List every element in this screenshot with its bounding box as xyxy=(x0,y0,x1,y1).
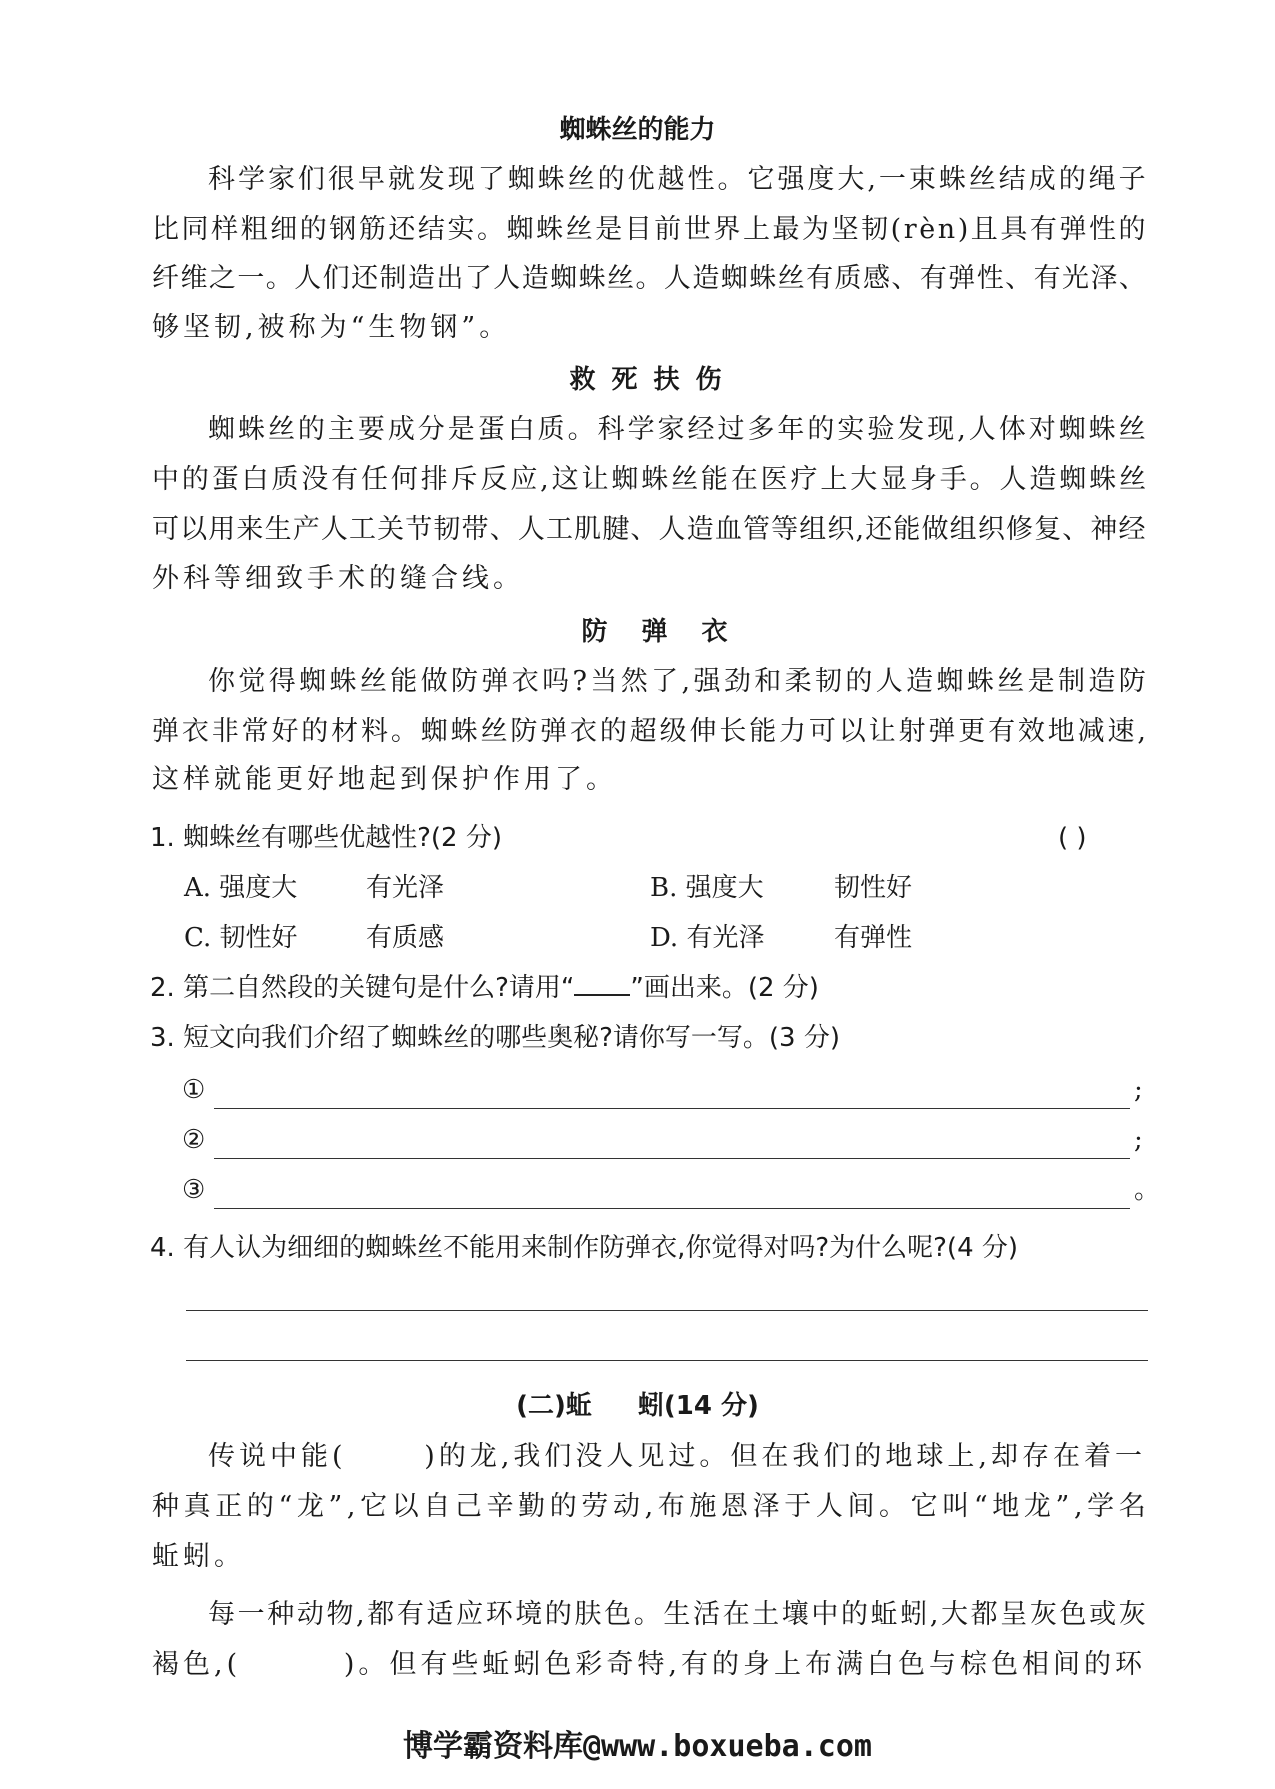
paragraph-line xyxy=(208,1437,1146,1477)
answer-end-2: ; xyxy=(1134,1125,1143,1155)
answer-paren-q1[interactable]: ( ) xyxy=(1058,823,1087,853)
paragraph-line: 外科等细致手术的缝合线。 xyxy=(152,563,524,594)
paragraph-line: 可 以 用 来 生 产 人 工 关 节 韧 带 、 人 工 肌 腱 、 人 造 血 管 等 组 织 , 还 能 做 组 织 修 复 、 神 经 xyxy=(152,514,1146,545)
answer-number-3: ③ xyxy=(182,1175,206,1205)
question-4: 4. 有人认为细细的蜘蛛丝不能用来制作防弹衣,你觉得对吗?为什么呢?(4 分) xyxy=(150,1233,1019,1263)
section-title-medical: 救死扶伤 xyxy=(569,365,738,395)
option-b-label[interactable]: B. 强度大 xyxy=(650,873,764,903)
paragraph-line: 中 的 蛋 白 质 没 有 任 何 排 斥 反 应 , 这 让 蜘 蛛 丝 能 在 医 疗 上 大 显 身 手 。 人 造 蜘 蛛 丝 xyxy=(152,464,1146,495)
option-a-extra: 有光泽 xyxy=(366,873,445,903)
paragraph-line: 科 学 家 们 很 早 就 发 现 了 蜘 蛛 丝 的 优 越 性 。 它 强 度 大 , 一 束 蛛 丝 结 成 的 绳 子 xyxy=(208,164,1146,195)
answer-line-1[interactable] xyxy=(214,1108,1130,1109)
question-2-text-after: ”画出来。(2 分) xyxy=(630,973,819,1003)
question-2-text-before: 2. 第二自然段的关键句是什么?请用“ xyxy=(150,973,575,1003)
answer-line-3[interactable] xyxy=(214,1208,1130,1209)
p1-line1-b: )的龙,我们没人见过。但在我们的地球上,却存在着一 xyxy=(424,1441,1146,1472)
part-2-title-b: 蚓(14 分) xyxy=(637,1391,759,1421)
p1-line1-a: 传说中能( xyxy=(208,1441,347,1472)
section-title-bulletproof: 防弹衣 xyxy=(581,617,762,647)
writing-line-1[interactable] xyxy=(186,1310,1148,1311)
paragraph-line: 每 一 种 动 物 , 都 有 适 应 环 境 的 肤 色 。 生 活 在 土 壤 中 的 蚯 蚓 , 大 都 呈 灰 色 或 灰 xyxy=(208,1599,1146,1630)
watermark: 博学霸资料库@www.boxueba.com xyxy=(403,1729,872,1764)
paragraph-line xyxy=(152,1645,1146,1685)
question-3: 3. 短文向我们介绍了蜘蛛丝的哪些奥秘?请你写一写。(3 分) xyxy=(150,1023,840,1053)
paragraph-line: 蜘 蛛 丝 的 主 要 成 分 是 蛋 白 质 。 科 学 家 经 过 多 年 的 实 验 发 现 , 人 体 对 蜘 蛛 丝 xyxy=(208,414,1146,445)
option-c-extra: 有质感 xyxy=(366,923,445,953)
paragraph-line: 纤 维 之 一 。 人 们 还 制 造 出 了 人 造 蜘 蛛 丝 。 人 造 蜘 蛛 丝 有 质 感 、 有 弹 性 、 有 光 泽 、 xyxy=(152,263,1146,294)
paragraph-line: 你 觉 得 蜘 蛛 丝 能 做 防 弹 衣 吗 ? 当 然 了 , 强 劲 和 柔 韧 的 人 造 蜘 蛛 丝 是 制 造 防 xyxy=(208,666,1146,697)
option-b-extra: 韧性好 xyxy=(834,873,913,903)
paragraph-line: 比 同 样 粗 细 的 钢 筋 还 结 实 。 蜘 蛛 丝 是 目 前 世 界 上 最 为 坚 韧 ( r è n ) 且 具 有 弹 性 的 xyxy=(152,214,1146,245)
fill-blank-2[interactable] xyxy=(241,1645,344,1685)
underline-sample xyxy=(574,968,630,996)
answer-number-2: ② xyxy=(182,1125,206,1155)
option-c-label[interactable]: C. 韧性好 xyxy=(184,923,298,953)
p2-line2-b: )。但有些蚯蚓色彩奇特,有的身上布满白色与棕色相间的环 xyxy=(343,1649,1146,1680)
paragraph-line: 够坚韧,被称为“生物钢”。 xyxy=(152,312,511,343)
writing-line-2[interactable] xyxy=(186,1360,1148,1361)
option-d-extra: 有弹性 xyxy=(834,923,913,953)
paragraph-line: 这样就能更好地起到保护作用了。 xyxy=(152,764,617,795)
option-a-label[interactable]: A. 强度大 xyxy=(184,873,298,903)
section-title-spider-silk-ability: 蜘蛛丝的能力 xyxy=(559,115,716,145)
question-2 xyxy=(150,968,819,1008)
answer-end-3: 。 xyxy=(1134,1175,1161,1205)
part-2-title xyxy=(0,1390,1275,1422)
paragraph-line: 弹 衣 非 常 好 的 材 料 。 蜘 蛛 丝 防 弹 衣 的 超 级 伸 长 能 力 可 以 让 射 弹 更 有 效 地 减 速 , xyxy=(152,716,1146,747)
part-2-title-a: (二)蚯 xyxy=(516,1391,592,1421)
answer-line-2[interactable] xyxy=(214,1158,1130,1159)
option-d-label[interactable]: D. 有光泽 xyxy=(650,923,765,953)
answer-end-1: ; xyxy=(1134,1075,1143,1105)
question-1: 1. 蜘蛛丝有哪些优越性?(2 分) xyxy=(150,823,502,853)
p2-line2-a: 褐色,( xyxy=(152,1649,242,1680)
paragraph-line: 蚯蚓。 xyxy=(152,1541,245,1572)
paragraph-line: 种 真 正 的 “ 龙 ” , 它 以 自 己 辛 勤 的 劳 动 , 布 施 恩 泽 于 人 间 。 它 叫 “ 地 龙 ” , 学 名 xyxy=(152,1491,1146,1522)
answer-number-1: ① xyxy=(182,1075,206,1105)
fill-blank-1[interactable] xyxy=(347,1437,425,1477)
